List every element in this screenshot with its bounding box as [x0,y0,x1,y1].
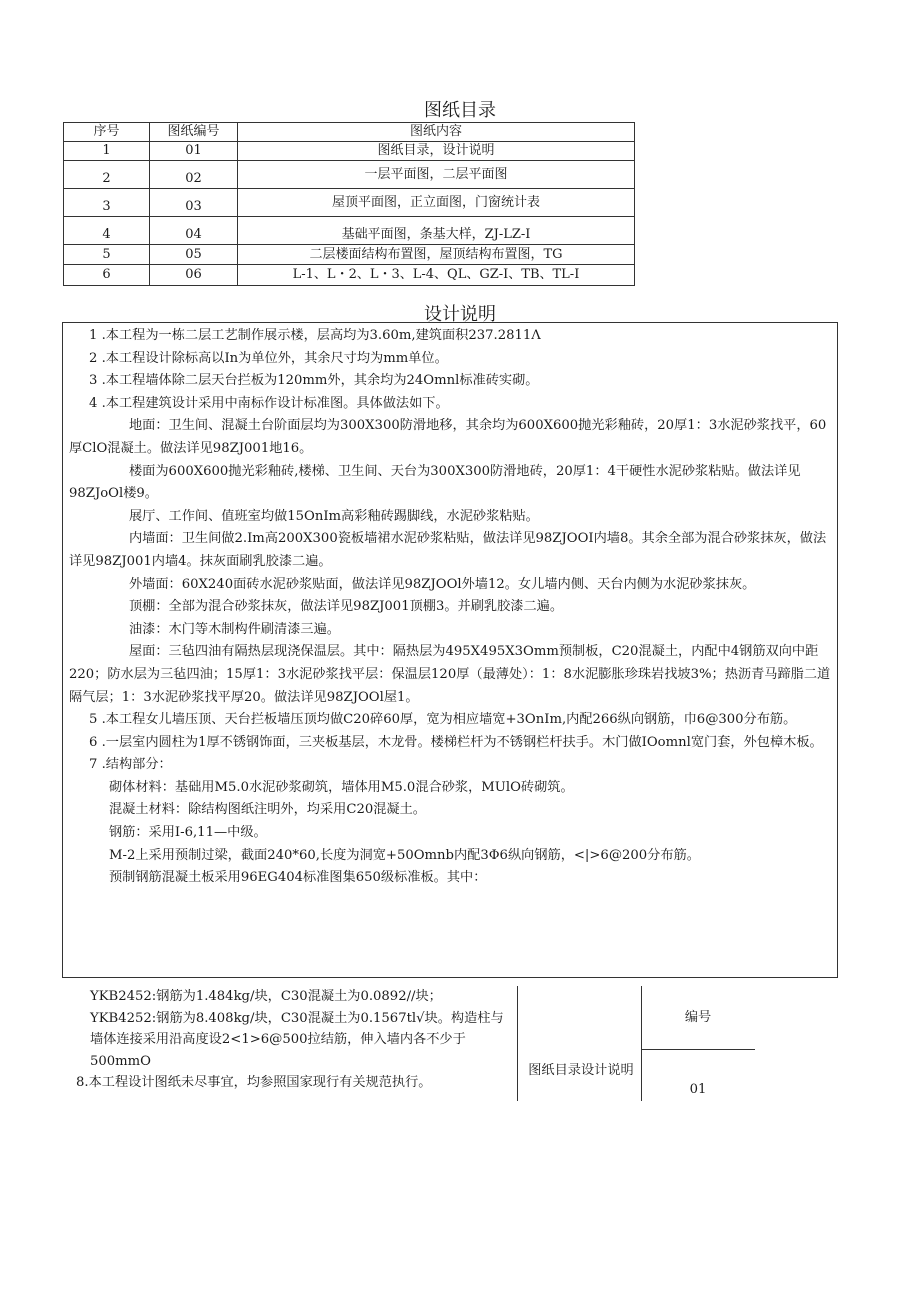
note-paragraph: 顶棚：全部为混合砂浆抹灰，做法详见98ZJ001顶棚3。并刷乳胶漆二遍。 [129,599,564,615]
table-row [64,189,635,217]
drawing-catalog-table [63,122,635,286]
note-paragraph: 外墙面：60X240面砖水泥砂浆贴面，做法详见98ZJOOl外墙12。女儿墙内侧、天台内侧为水泥砂浆抹灰。 [129,576,756,592]
note-paragraph: 预制钢筋混凝土板采用96EG404标准图集650级标准板。其中： [109,870,487,886]
note-paragraph: 楼面为600X600抛光彩釉砖,楼梯、卫生间、天台为300X300防滑地砖，20厚1：4干硬性水泥砂浆粘贴。做法详见98ZJoOl楼9。 [69,463,801,502]
table-cell: 01 [150,142,238,161]
table-row [64,217,635,245]
divider [641,1049,755,1050]
note-paragraph: 地面：卫生间、混凝土台阶面层均为300X300防滑地移，其余均为600X600抛光彩釉砖，20厚1：3水泥砂浆找平，60厚ClO混凝土。做法详见98ZJ001地16。 [69,418,827,456]
table-row [64,142,635,161]
table-cell: 图纸目录，设计说明 [238,142,635,161]
note-paragraph: 1 .本工程为一栋二层工艺制作展示楼，层高均为3.60m,建筑面积237.2811Λ [89,328,541,343]
table-cell: 04 [150,217,238,245]
note-paragraph: 展厅、工作间、值班室均做15OnIm高彩釉砖踢脚线，水泥砂浆粘贴。 [129,508,539,524]
catalog-title: 图纸目录 [424,100,496,121]
note-paragraph: 混凝土材料：除结构图纸注明外，均采用C20混凝土。 [109,802,426,818]
table-cell: 一层平面图，二层平面图 [238,161,635,189]
table-cell: 5 [64,245,150,265]
header-cell: 图纸编号 [150,123,238,142]
header-cell: 图纸内容 [238,123,635,142]
note-paragraph: 3 .本工程墙体除二层天台拦板为120mm外，其余均为24Omnl标准砖实砌。 [89,373,539,389]
header-cell: 序号 [64,123,150,142]
title-block [517,986,755,1101]
lower-notes [76,986,510,1094]
table-cell: 4 [64,217,150,245]
table-cell: 6 [64,265,150,286]
table-cell: 02 [150,161,238,189]
table-cell: 基础平面图，条基大样，ZJ-LZ-I [238,217,635,245]
number-label: 编号 [684,1010,712,1025]
table-cell: 05 [150,245,238,265]
note-paragraph: 油漆：木门等木制构件刷清漆三遍。 [129,621,340,637]
table-cell: 3 [64,189,150,217]
note-paragraph: 砌体材料：基础用M5.0水泥砂浆砌筑，墙体用M5.0混合砂浆，MUlO砖砌筑。 [109,779,574,795]
note-paragraph: YKB2452:钢筋为1.484kg/块，C30混凝土为0.0892//块； [90,989,442,1004]
note-paragraph: 钢筋：采用I-6,11—中级。 [109,825,267,841]
table-cell: 03 [150,189,238,217]
table-cell: 2 [64,161,150,189]
table-row [64,161,635,189]
table-cell: 屋顶平面图，正立面图，门窗统计表 [238,189,635,217]
table-cell: 二层楼面结构布置图，屋顶结构布置图，TG [238,245,635,265]
table-cell: L-1、L・2、L・3、L-4、QL、GZ-I、TB、TL-I [238,265,635,286]
note-paragraph: YKB4252:钢筋为8.408kg/块，C30混凝土为0.1567tl√块。构造柱与墙体连接采用沿高度设2<1>6@500拉结筋，伸入墙内各不少于500mmO [90,1010,504,1069]
design-notes-box [62,322,838,978]
table-row [64,245,635,265]
note-paragraph: 屋面：三毡四油有隔热层现浇保温层。其中：隔热层为495X495X3Omm预制板，C20混凝土，内配中4钢筋双向中距220；防水层为三毡四油；15厚1：3水泥砂浆找平层：保温层120厚（最薄处）：1：8水泥膨胀珍珠岩找坡3%；热沥青马蹄脂二道隔气层；1：3水泥砂浆找平厚20。做法详见98ZJOOl屋1。 [69,644,831,705]
table-row [64,265,635,286]
note-paragraph: 7 .结构部分： [89,757,172,773]
note-paragraph: 内墙面：卫生间做2.Im高200X300瓷板墙裙水泥砂浆粘贴，做法详见98ZJOOI内墙8。其余全部为混合砂浆抹灰，做法详见98ZJ001内墙4。抹灰面刷乳胶漆二遍。 [69,531,827,569]
note-paragraph: 8.本工程设计图纸未尽事宜，均参照国家现行有关规范执行。 [76,1075,432,1090]
note-paragraph: 2 .本工程设计除标高以In为单位外，其余尺寸均为mm单位。 [89,350,448,366]
table-cell: 06 [150,265,238,286]
drawing-number: 01 [689,1082,707,1097]
divider [517,986,518,1101]
note-paragraph: 5 .本工程女儿墙压顶、天台拦板墙压顶均做C20碎60厚，宽为相应墙宽+3OnIm,内配266纵向钢筋，巾6@300分布筋。 [89,712,797,728]
note-paragraph: M-2上采用预制过梁，截面240*60,长度为洞宽+50Omnb内配3Φ6纵向钢筋，<|>6@200分布筋。 [109,847,700,863]
table-header-row [64,123,635,142]
design-notes-title: 设计说明 [424,304,496,325]
table-cell: 1 [64,142,150,161]
drawing-name: 图纸目录设计说明 [528,1063,634,1078]
note-paragraph: 6 .一层室内圆柱为1厚不锈钢饰面，三夹板基层，木龙骨。楼梯栏杆为不锈钢栏杆扶手。木门做IOomnl宽门套，外包樟木板。 [89,734,823,750]
note-paragraph: 4 .本工程建筑设计采用中南标作设计标准图。具体做法如下。 [89,395,449,411]
